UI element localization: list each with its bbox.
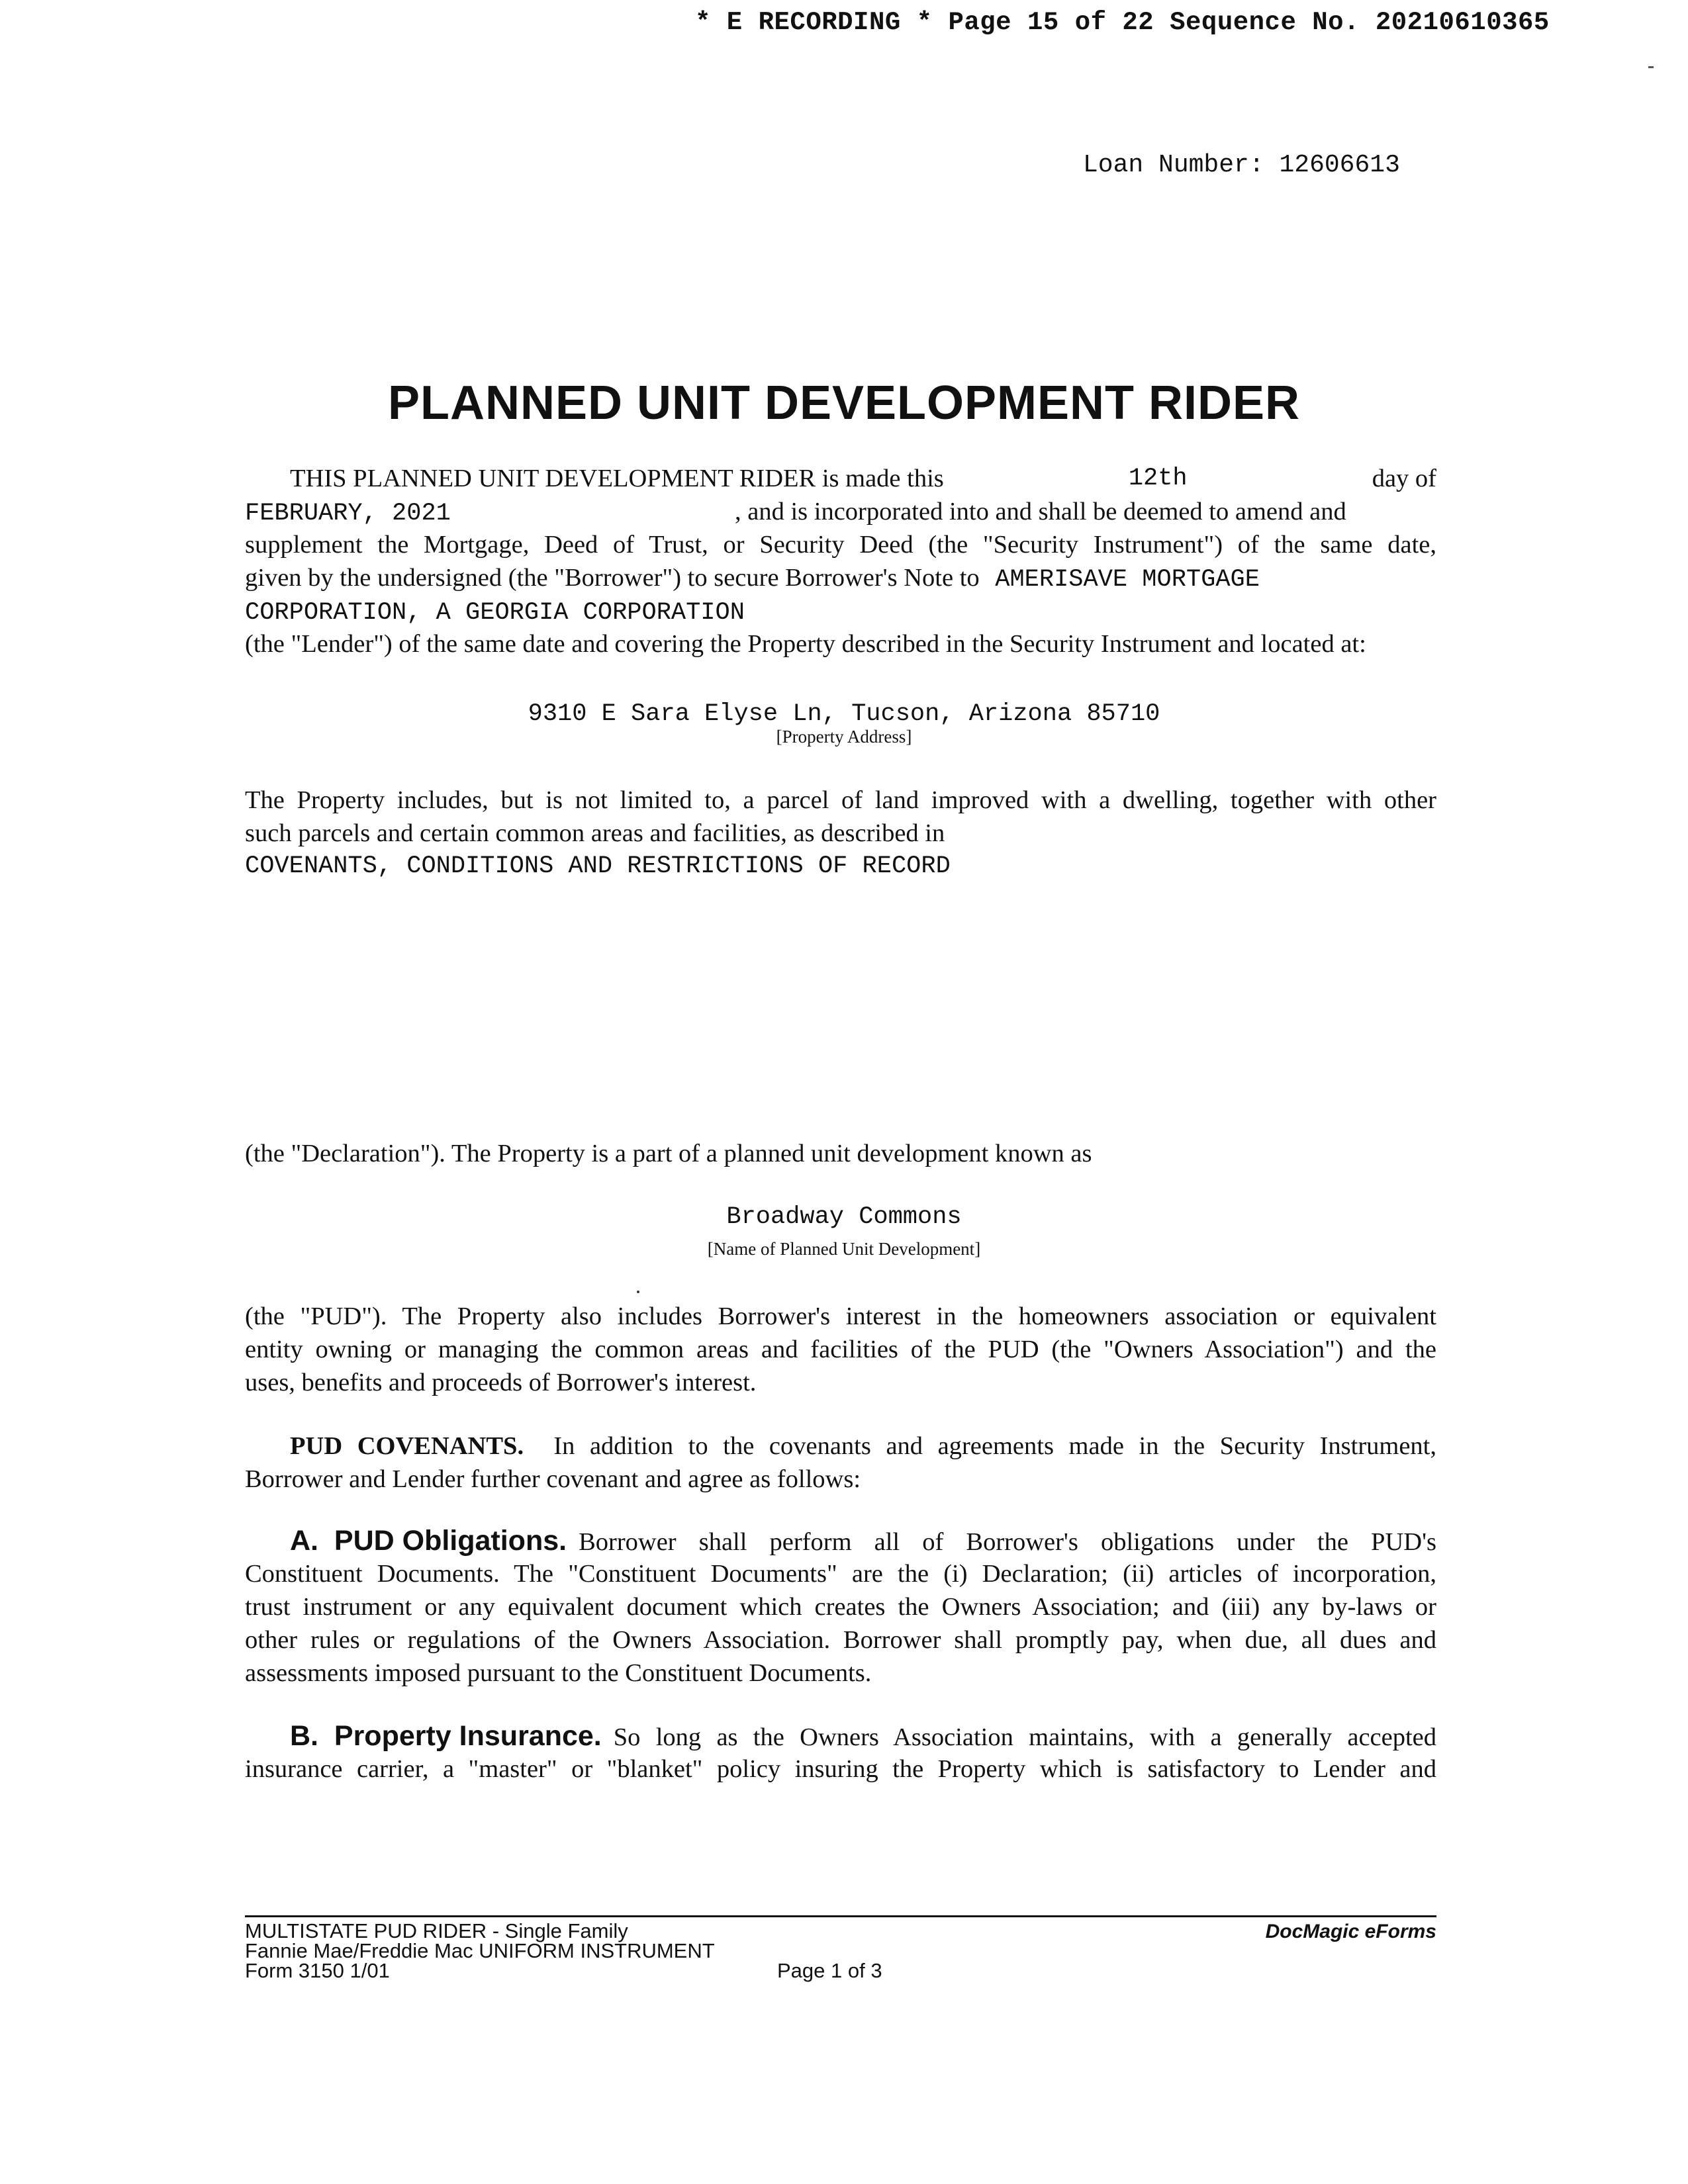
- section-a-line3: trust instrument or any equivalent document which creates the Owners Association; and (iii) any by-laws or: [245, 1593, 1436, 1621]
- property-address-field: 9310 E Sara Elyse Ln, Tucson, Arizona 85710: [528, 700, 1160, 728]
- para1-text-b: day of: [1372, 465, 1436, 492]
- section-b-text-a: So long as the Owners Association maintains, with a generally accepted: [613, 1723, 1436, 1751]
- para2-line2: such parcels and certain common areas and facilities, as described in: [245, 819, 945, 847]
- property-address-caption: [Property Address]: [776, 727, 912, 747]
- loan-number-value: 12606613: [1279, 151, 1400, 179]
- covenants-text-a: In addition to the covenants and agreements made in the Security Instrument,: [553, 1432, 1437, 1460]
- document-title: PLANNED UNIT DEVELOPMENT RIDER: [387, 377, 1301, 430]
- para1-text-a: THIS PLANNED UNIT DEVELOPMENT RIDER is made this: [290, 465, 944, 492]
- para1-line4: [245, 561, 1436, 596]
- section-a-heading: A. PUD Obligations.: [290, 1525, 567, 1557]
- scan-mark: [637, 1291, 639, 1293]
- section-a-text-a: Borrower shall perform all of Borrower's obligations under the PUD's: [579, 1528, 1436, 1556]
- lender-name-field-2: CORPORATION, A GEORGIA CORPORATION: [245, 599, 745, 627]
- recording-header: * E RECORDING * Page 15 of 22 Sequence No. 20210610365: [695, 8, 1550, 37]
- footer-form-line1: MULTISTATE PUD RIDER - Single Family: [245, 1919, 628, 1942]
- section-a-line5: assessments imposed pursuant to the Constituent Documents.: [245, 1659, 872, 1687]
- section-a-line1: [290, 1524, 1436, 1559]
- lender-name-field-1: AMERISAVE MORTGAGE: [995, 566, 1260, 594]
- para1-line2: [245, 495, 1436, 530]
- footer-page-number: Page 1 of 3: [777, 1959, 882, 1982]
- pud-name-caption: [Name of Planned Unit Development]: [707, 1239, 981, 1259]
- para4-line2: entity owning or managing the common areas and facilities of the PUD (the "Owners Association") and the: [245, 1336, 1436, 1363]
- rider-day-field: 12th: [1128, 465, 1188, 492]
- footer-form-line3: Form 3150 1/01: [245, 1959, 390, 1982]
- para1-text-c: , and is incorporated into and shall be deemed to amend and: [735, 498, 1346, 525]
- declaration-description-field: COVENANTS, CONDITIONS AND RESTRICTIONS OF RECORD: [245, 852, 951, 880]
- scan-mark: [1648, 66, 1654, 68]
- rider-month-year-field: FEBRUARY, 2021: [245, 500, 451, 527]
- para1-line5: [245, 594, 1436, 629]
- para3-line1: (the "Declaration"). The Property is a part of a planned unit development known as: [245, 1140, 1092, 1167]
- para1-line6: (the "Lender") of the same date and covering the Property described in the Security Instrument and located at:: [245, 630, 1366, 658]
- section-b-line1: [290, 1719, 1436, 1754]
- section-a-line2: Constituent Documents. The "Constituent Documents" are the (i) Declaration; (ii) articles of incorporation,: [245, 1560, 1436, 1588]
- section-b-line2: insurance carrier, a "master" or "blanket" policy insuring the Property which is satisfactory to Lender and: [245, 1755, 1436, 1783]
- covenants-line1: [290, 1430, 1436, 1463]
- covenants-heading: PUD COVENANTS.: [290, 1432, 524, 1460]
- pud-name-field: Broadway Commons: [726, 1203, 962, 1231]
- para4-line3: uses, benefits and proceeds of Borrower's interest.: [245, 1369, 757, 1396]
- para1-line1: [290, 462, 1436, 495]
- para1-line3: supplement the Mortgage, Deed of Trust, or Security Deed (the "Security Instrument") of the same date,: [245, 531, 1436, 559]
- section-a-line4: other rules or regulations of the Owners Association. Borrower shall promptly pay, when due, all dues and: [245, 1626, 1436, 1654]
- para4-line1: (the "PUD"). The Property also includes Borrower's interest in the homeowners association or equivalent: [245, 1302, 1436, 1330]
- loan-number-label: Loan Number:: [1083, 151, 1264, 179]
- para1-text-d: given by the undersigned (the "Borrower") to secure Borrower's Note to: [245, 564, 980, 592]
- loan-number-line: [1083, 151, 1400, 179]
- docmagic-logo: DocMagic eForms: [1265, 1921, 1436, 1942]
- footer-rule: [245, 1915, 1436, 1917]
- footer-form-line2: Fannie Mae/Freddie Mac UNIFORM INSTRUMENT: [245, 1939, 715, 1962]
- section-b-heading: B. Property Insurance.: [290, 1720, 602, 1752]
- covenants-line2: Borrower and Lender further covenant and agree as follows:: [245, 1465, 861, 1493]
- para2-line1: The Property includes, but is not limited to, a parcel of land improved with a dwelling, together with other: [245, 786, 1436, 814]
